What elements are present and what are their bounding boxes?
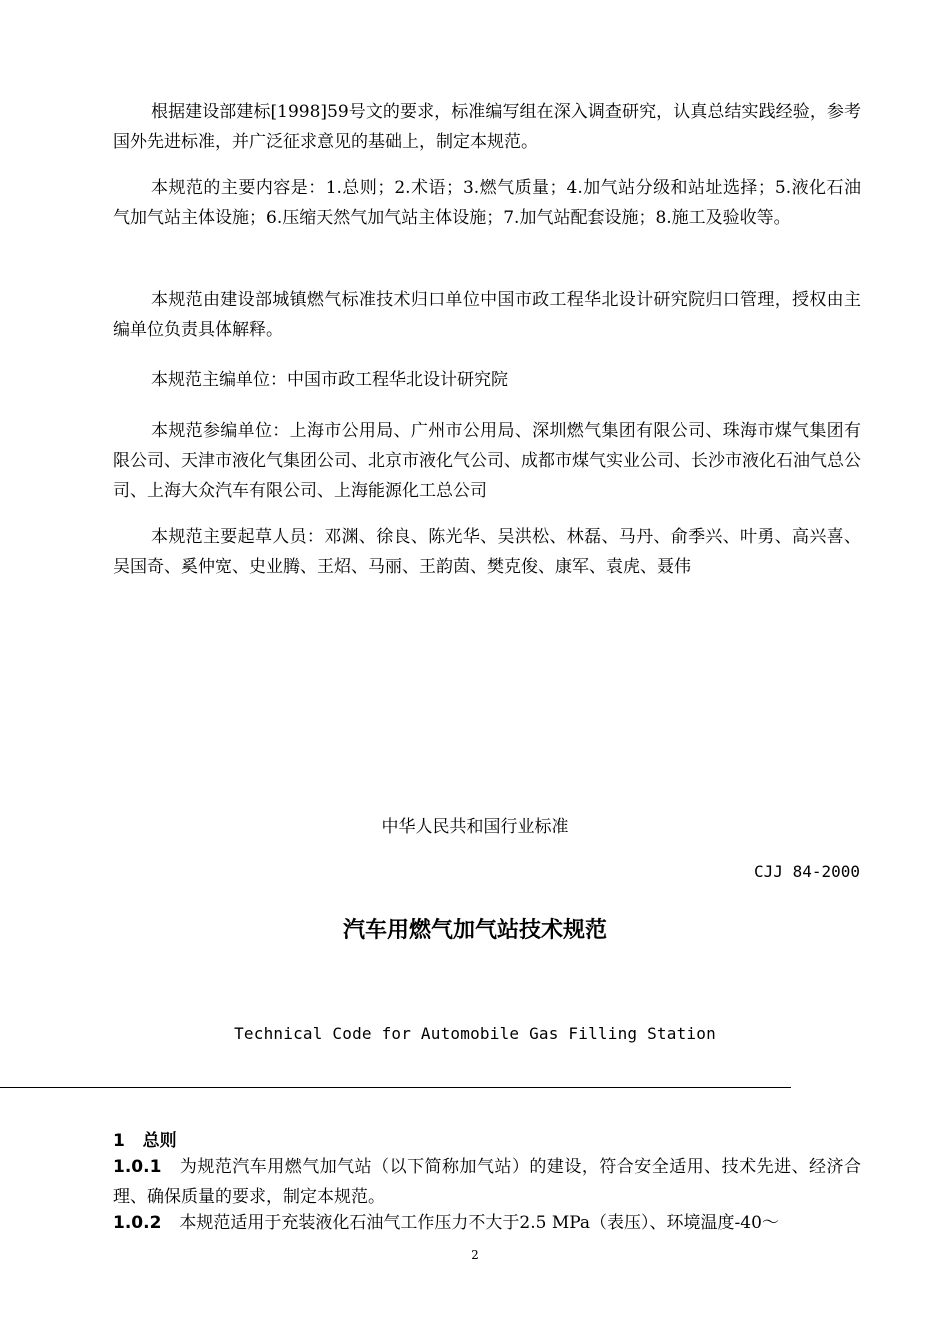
clause-text: 本规范适用于充装液化石油气工作压力不大于2.5 MPa（表压）、环境温度-40～ [179, 1213, 779, 1233]
horizontal-rule [0, 1087, 791, 1088]
document-title-english: Technical Code for Automobile Gas Filling Station [234, 1024, 716, 1043]
clause-1-0-1 [113, 1152, 861, 1212]
clause-number: 1.0.1 [113, 1157, 162, 1177]
chief-editor-unit: 本规范主编单位：中国市政工程华北设计研究院 [151, 370, 508, 390]
clause-number: 1.0.2 [113, 1213, 162, 1233]
clause-1-0-2 [113, 1208, 861, 1238]
preface-paragraph-3: 本规范由建设部城镇燃气标准技术归口单位中国市政工程华北设计研究院归口管理，授权由主编单位负责具体解释。 [113, 290, 861, 340]
participating-units: 本规范参编单位：上海市公用局、广州市公用局、深圳燃气集团有限公司、珠海市煤气集团有限公司、天津市液化气集团公司、北京市液化气公司、成都市煤气实业公司、长沙市液化石油气总公司、上海大众汽车有限公司、上海能源化工总公司 [113, 421, 861, 501]
page-number: 2 [471, 1248, 479, 1262]
chapter-number: 1 [113, 1131, 125, 1151]
preface-paragraph-2: 本规范的主要内容是：1.总则；2.术语；3.燃气质量；4.加气站分级和站址选择；5.液化石油气加气站主体设施；6.压缩天然气加气站主体设施；7.加气站配套设施；8.施工及验收等。 [113, 178, 861, 228]
standard-code: CJJ 84-2000 [754, 862, 860, 881]
clause-text: 为规范汽车用燃气加气站（以下简称加气站）的建设，符合安全适用、技术先进、经济合理、确保质量的要求，制定本规范。 [113, 1157, 861, 1207]
standard-category: 中华人民共和国行业标准 [381, 817, 569, 837]
main-drafters: 本规范主要起草人员：邓渊、徐良、陈光华、吴洪松、林磊、马丹、俞季兴、叶勇、高兴喜、吴国奇、奚仲宽、史业腾、王炤、马丽、王韵茵、樊克俊、康军、袁虎、聂伟 [113, 527, 861, 577]
document-title: 汽车用燃气加气站技术规范 [342, 918, 607, 943]
chapter-heading [113, 1126, 177, 1151]
preface-paragraph-1: 根据建设部建标[1998]59号文的要求，标准编写组在深入调查研究，认真总结实践经验，参考国外先进标准，并广泛征求意见的基础上，制定本规范。 [113, 102, 861, 152]
chapter-title: 总则 [142, 1131, 177, 1151]
